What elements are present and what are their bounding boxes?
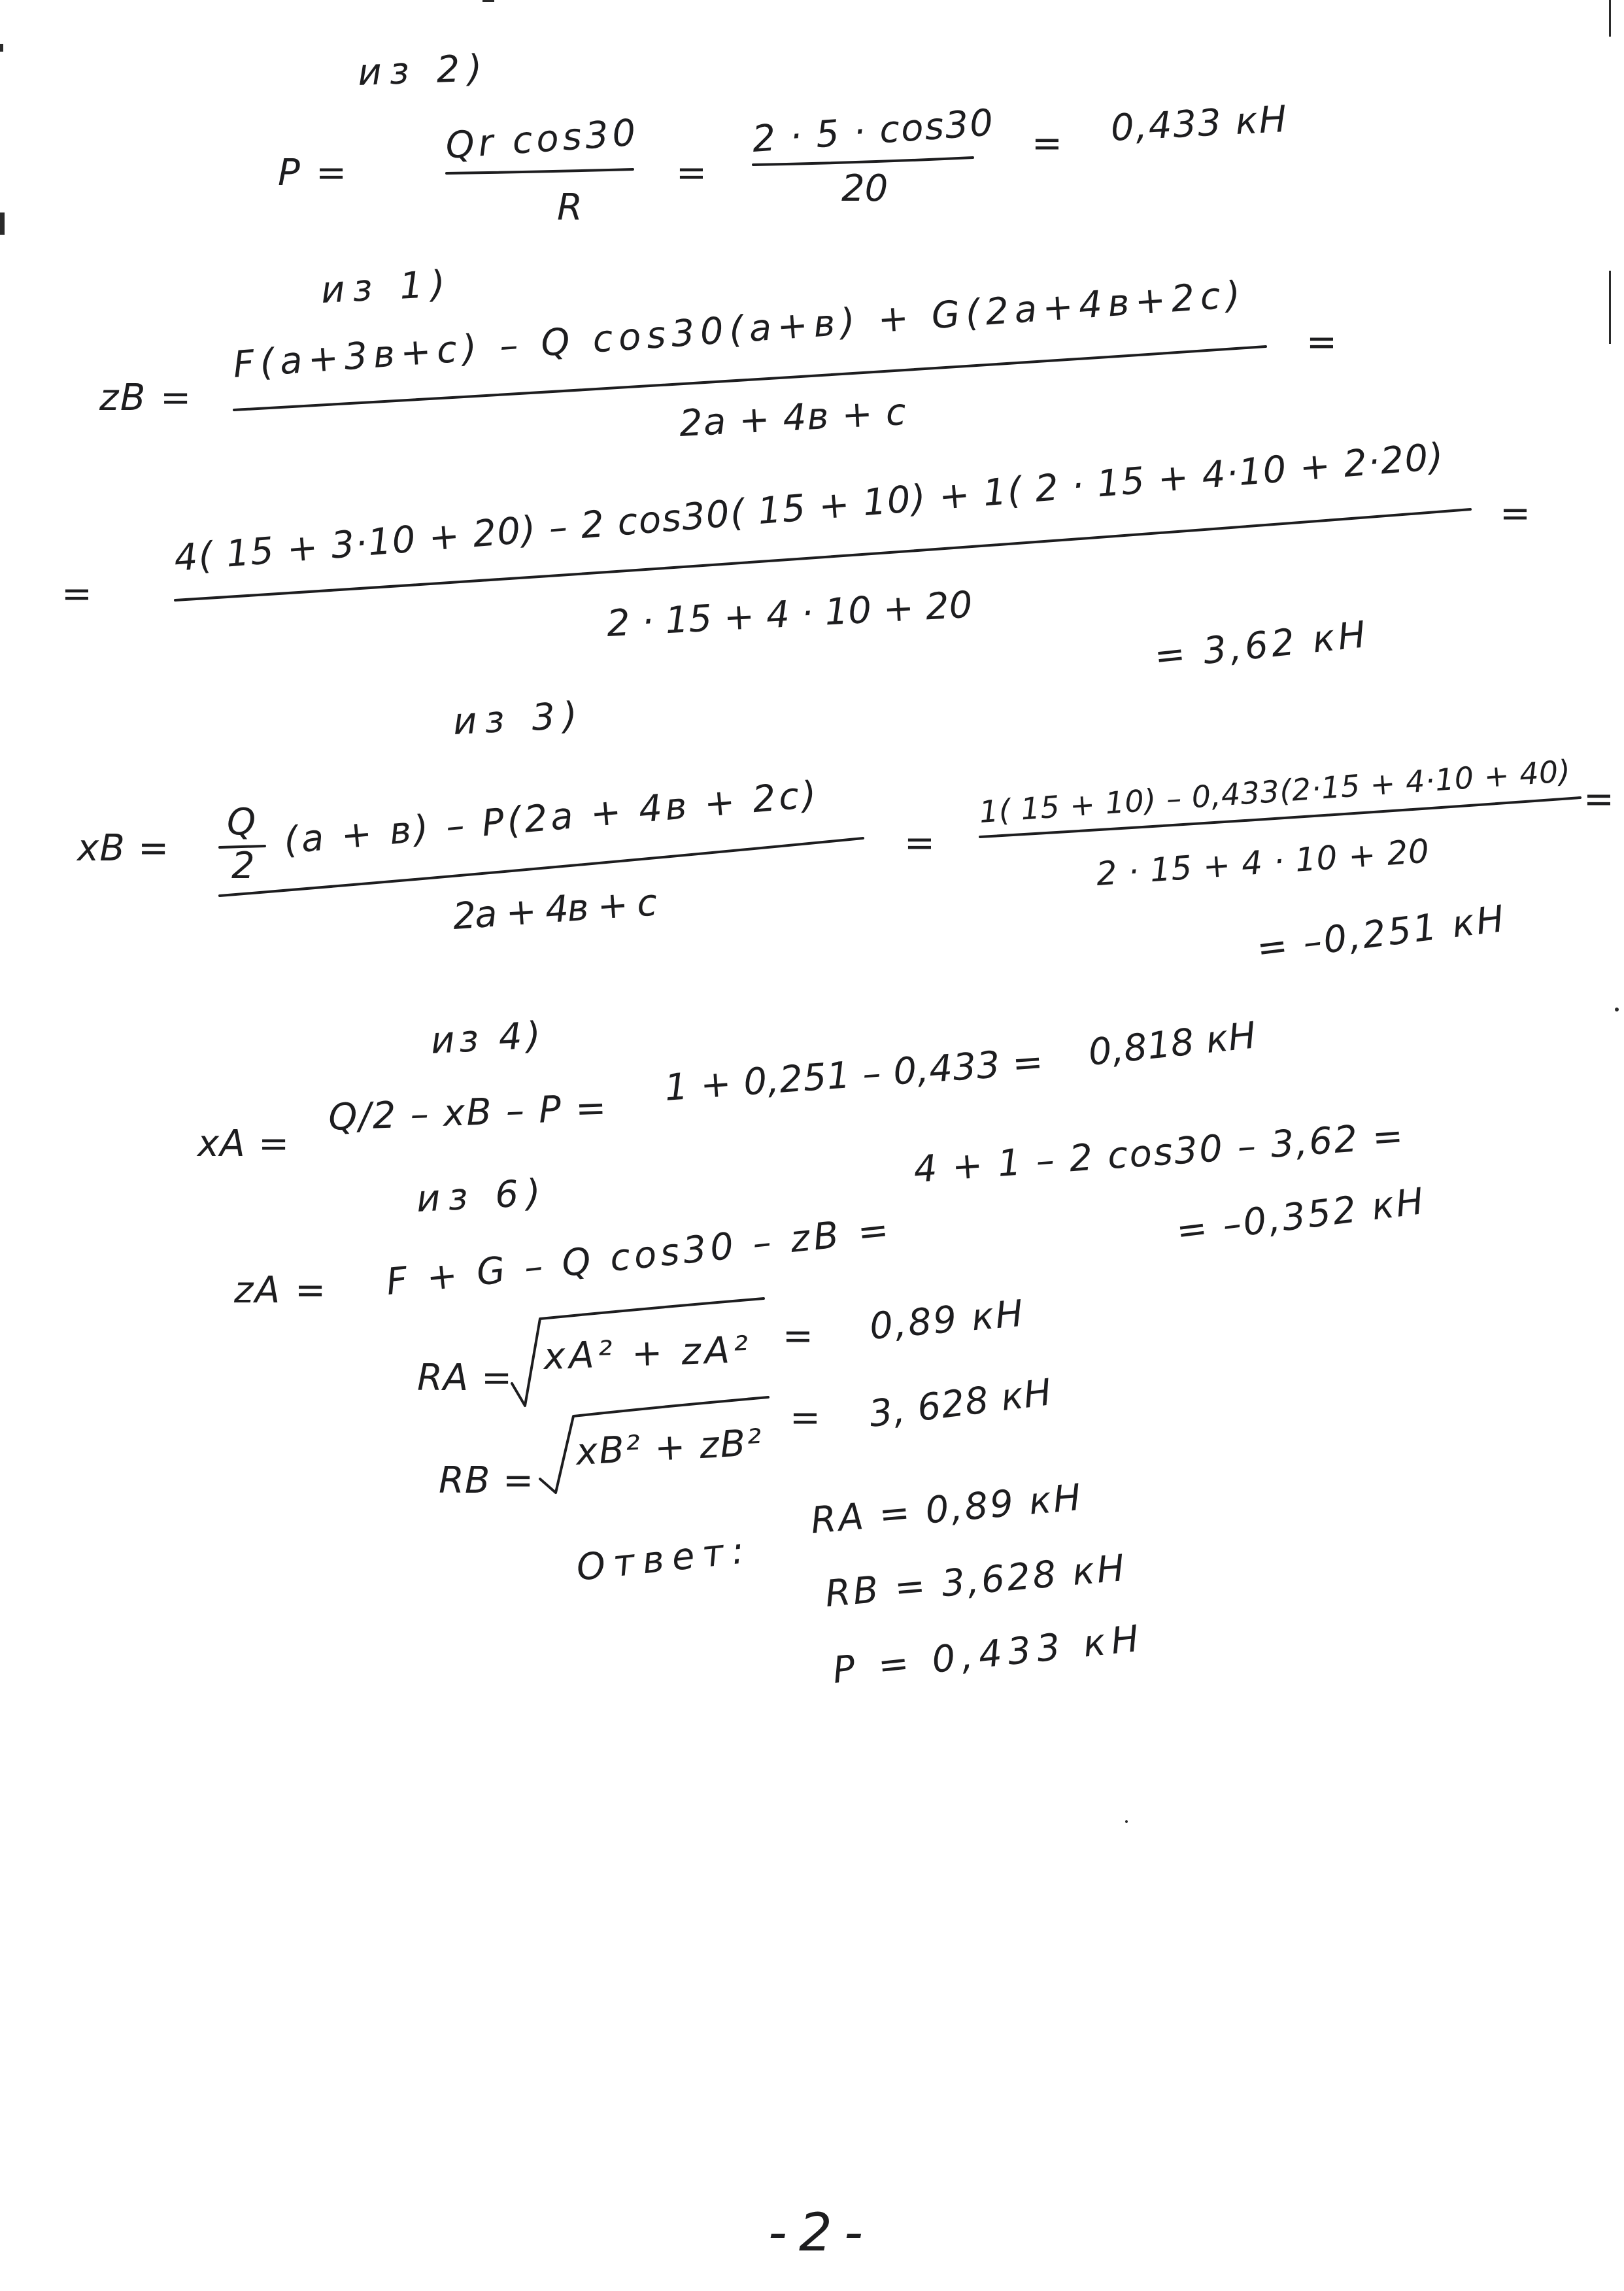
fraction-numerator: Qr cos30: [444, 111, 637, 167]
fraction-denominator: 20: [841, 167, 888, 210]
equals-sign: =: [783, 1315, 813, 1357]
fraction-numerator: (a + в) – P(2a + 4в + 2c): [282, 773, 819, 862]
scan-artifact: [1615, 1008, 1619, 1011]
equals-sign: =: [1032, 122, 1062, 165]
equals-sign: =: [904, 822, 935, 864]
result-value: = –0,251 кН: [1254, 898, 1506, 970]
equals-sign: =: [1306, 321, 1337, 364]
scan-artifact: [1609, 271, 1611, 344]
result-value: 3, 628 кН: [866, 1371, 1054, 1436]
scan-artifact: [0, 212, 5, 235]
equation-formula: Q/2 – xB – P =: [328, 1087, 607, 1139]
equals-sign: =: [1500, 492, 1531, 535]
fraction-denominator: 2 · 15 + 4 · 10 + 20: [1094, 832, 1430, 893]
answer-p: P = 0,433 кН: [830, 1618, 1141, 1692]
equation-lhs: xB =: [77, 827, 169, 870]
fraction-denominator: 2 · 15 + 4 · 10 + 20: [605, 583, 973, 645]
answer-rb: RB = 3,628 кН: [823, 1547, 1126, 1616]
equation-formula: F + G – Q cos30 – zB =: [384, 1208, 891, 1304]
equation-substitution: 4 + 1 – 2 cos30 – 3,62 =: [912, 1114, 1405, 1191]
equation-lhs: xA =: [197, 1123, 289, 1165]
equation-lhs: RA =: [417, 1357, 512, 1399]
answer-label: Ответ:: [574, 1529, 747, 1589]
equals-sign: =: [676, 152, 707, 194]
equation-substitution: 1 + 0,251 – 0,433 =: [663, 1040, 1045, 1110]
scan-artifact: [1125, 1820, 1128, 1823]
radicand: xA² + zA²: [543, 1329, 749, 1378]
small-fraction-numerator: Q: [227, 801, 256, 843]
step-reference: из 6): [415, 1172, 542, 1221]
step-reference: из 2): [357, 47, 483, 94]
scan-artifact: [1609, 0, 1611, 37]
fraction-denominator: 2a + 4в + c: [451, 881, 659, 938]
fraction-denominator: 2a + 4в + c: [678, 390, 907, 445]
fraction-numerator: 4( 15 + 3·10 + 20) – 2 cos30( 15 + 10) + 1( 2 · 15 + 4·10 + 2·20): [172, 435, 1445, 580]
result-value: = –0,352 кН: [1174, 1180, 1426, 1253]
equals-sign: =: [790, 1397, 820, 1439]
fraction-denominator: R: [557, 186, 583, 229]
equation-lhs: RB =: [439, 1459, 533, 1502]
step-reference: из 4): [430, 1014, 542, 1062]
equals-sign: =: [1583, 778, 1614, 821]
step-reference: из 1): [320, 263, 447, 312]
fraction-numerator: F(a+3в+c) – Q cos30(a+в) + G(2a+4в+2c): [231, 273, 1242, 386]
result-value: = 3,62 кН: [1152, 613, 1368, 678]
fraction-numerator: 2 · 5 · cos30: [751, 101, 995, 161]
fraction-numerator: 1( 15 + 10) – 0,433(2·15 + 4·10 + 40): [978, 753, 1572, 830]
radicand: xB² + zB²: [575, 1421, 763, 1474]
answer-ra: RA = 0,89 кН: [809, 1476, 1083, 1542]
equation-lhs: zA =: [234, 1269, 326, 1312]
result-value: 0,433 кН: [1109, 97, 1288, 150]
equation-lhs: zB =: [99, 377, 191, 419]
step-reference: из 3): [452, 694, 579, 743]
equals-sign: =: [61, 573, 92, 615]
result-value: 0,89 кН: [868, 1292, 1025, 1348]
page-number: -2-: [768, 2202, 863, 2263]
scan-artifact: [482, 0, 494, 2]
small-fraction-denominator: 2: [231, 845, 255, 887]
scan-artifact: [0, 44, 3, 52]
equation-lhs: P =: [278, 152, 347, 194]
result-value: 0,818 кН: [1086, 1014, 1259, 1074]
